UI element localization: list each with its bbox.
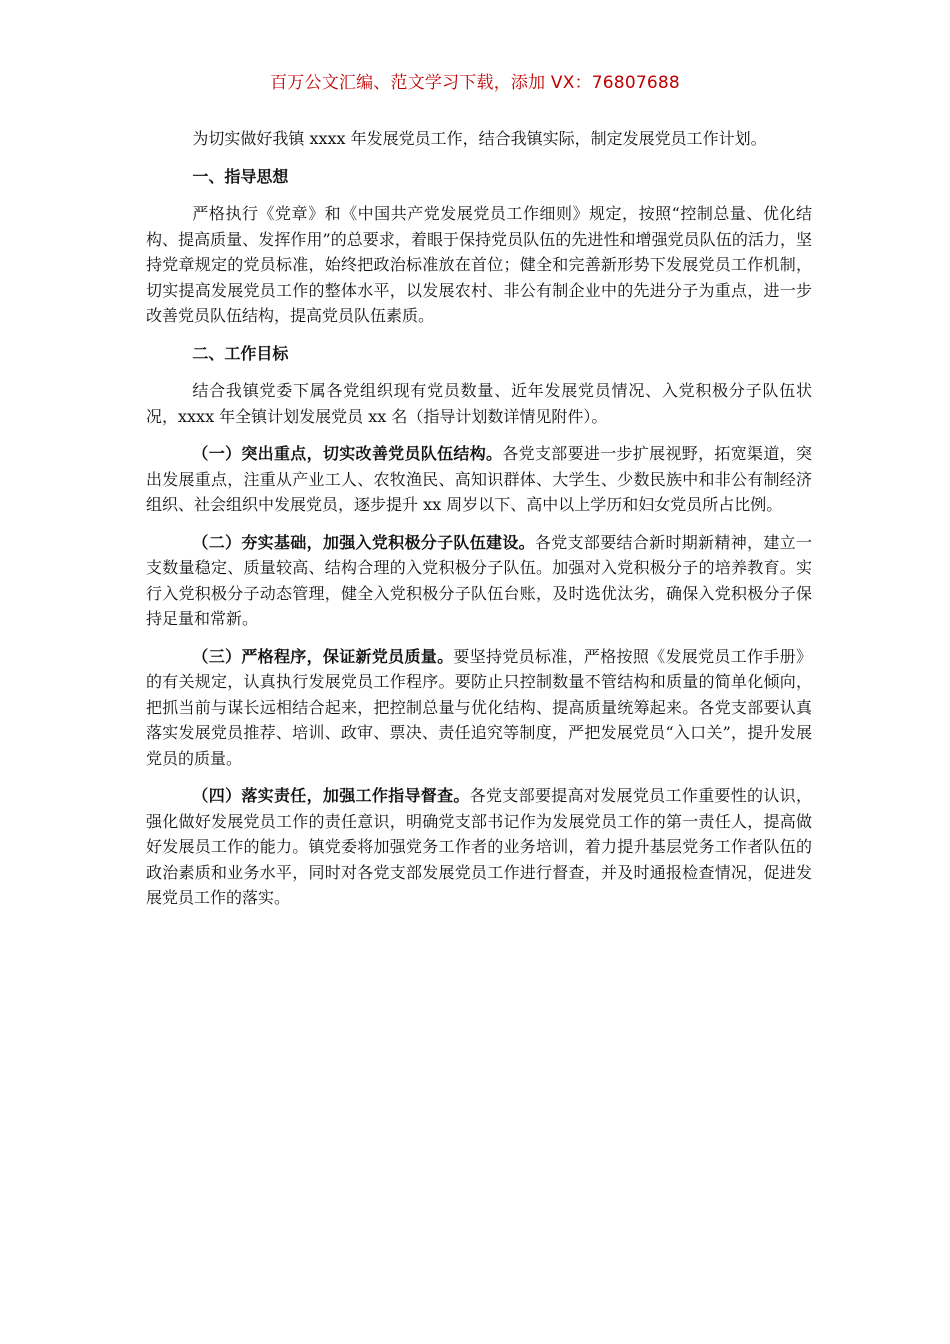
item-text-3: 要坚持党员标准，严格按照《发展党员工作手册》的有关规定，认真执行发展党员工作程序。要防止只控制数量不管结构和质量的简单化倾向，把抓当前与谋长远相结合起来，把控制总量与优化结构、提高质量统筹起来。各党支部要认真落实发展党员推荐、培训、政审、票决、责任追究等制度，严把发展党员“入口关”，提升发展党员的质量。 (146, 646, 812, 768)
document-body (146, 126, 812, 923)
section-heading-guiding-thought: 一、指导思想 (192, 166, 289, 186)
section-paragraph-guiding-thought: 严格执行《党章》和《中国共产党发展党员工作细则》规定，按照“控制总量、优化结构、提高质量、发挥作用”的总要求，着眼于保持党员队伍的先进性和增强党员队伍的活力，坚持党章规定的党员标准，始终把政治标准放在首位；健全和完善新形势下发展党员工作机制，切实提高发展党员工作的整体水平，以发展农村、非公有制企业中的先进分子为重点，进一步改善党员队伍结构，提高党员队伍素质。 (146, 204, 812, 325)
item-text-2: 各党支部要结合新时期新精神，建立一支数量稳定、质量较高、结构合理的入党积极分子队伍。加强对入党积极分子的培养教育。实行入党积极分子动态管理，健全入党积极分子队伍台账，及时选优汰劣，确保入党积极分子保持足量和常新。 (146, 532, 812, 628)
item-lead-1: （一）突出重点，切实改善党员队伍结构。 (192, 444, 503, 463)
item-paragraph-2 (146, 530, 812, 632)
item-paragraph-3 (146, 644, 812, 772)
section-paragraph-work-goals: 结合我镇党委下属各党组织现有党员数量、近年发展党员情况、入党积极分子队伍状况，xxxx 年全镇计划发展党员 xx 名（指导计划数详情见附件）。 (146, 381, 812, 426)
item-lead-4: （四）落实责任，加强工作指导督查。 (192, 786, 470, 805)
item-lead-2: （二）夯实基础，加强入党积极分子队伍建设。 (192, 532, 535, 552)
item-text-4: 各党支部要提高对发展党员工作重要性的认识，强化做好发展党员工作的责任意识，明确党支部书记作为发展党员工作的第一责任人，提高做好发展员工作的能力。镇党委将加强党务工作者的业务培训，着力提升基层党务工作者队伍的政治素质和业务水平，同时对各党支部发展党员工作进行督查，并及时通报检查情况，促进发展党员工作的落实。 (146, 786, 812, 907)
intro-paragraph: 为切实做好我镇 xxxx 年发展党员工作，结合我镇实际，制定发展党员工作计划。 (192, 129, 767, 148)
section-heading-work-goals: 二、工作目标 (192, 343, 289, 363)
item-paragraph-4 (146, 783, 812, 911)
header-banner: 百万公文汇编、范文学习下载，添加 VX：76807688 (270, 73, 680, 93)
item-text-1: 各党支部要进一步扩展视野，拓宽渠道，突出发展重点，注重从产业工人、农牧渔民、高知识群体、大学生、少数民族中和非公有制经济组织、社会组织中发展党员，逐步提升 xx 周岁以下、高中以上学历和妇女党员所占比例。 (146, 444, 812, 514)
item-lead-3: （三）严格程序，保证新党员质量。 (192, 646, 454, 666)
item-paragraph-1 (146, 441, 812, 518)
